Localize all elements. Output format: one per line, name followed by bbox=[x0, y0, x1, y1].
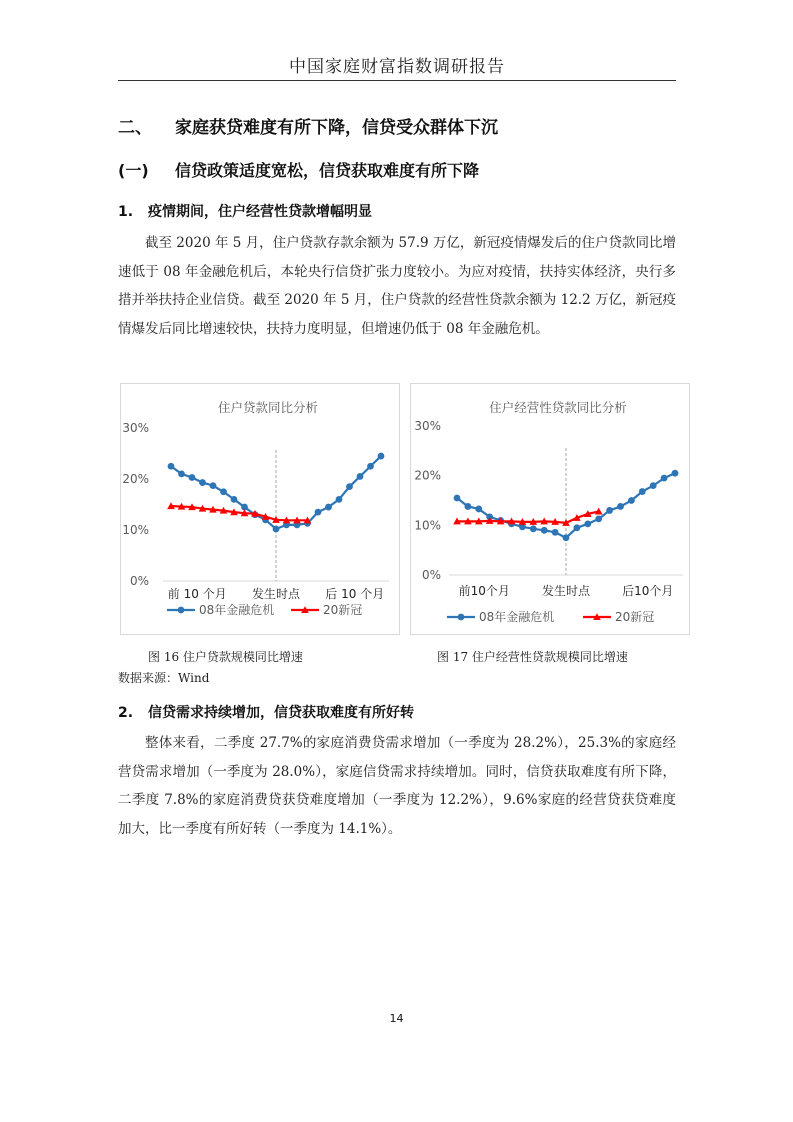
y-tick-label: 20% bbox=[414, 468, 441, 483]
data-point bbox=[475, 506, 482, 513]
data-point bbox=[346, 483, 353, 490]
item-title-2: 信贷需求持续增加，信贷获取难度有所好转 bbox=[148, 705, 414, 721]
data-point bbox=[563, 534, 570, 541]
data-point bbox=[530, 525, 537, 532]
paragraph-2: 整体来看，二季度 27.7%的家庭消费贷需求增加（一季度为 28.2%），25.3%的家庭经营贷需求增加（一季度为 28.0%），家庭信贷需求持续增加。同时，信贷获取难度有所下降，二季度 7.8%的家庭消费贷获贷难度增加（一季度为 12.2%），9.6%家庭的经营贷获贷难度加大，比一季度有所好转（一季度为 14.1%）。 bbox=[118, 735, 676, 837]
section-heading bbox=[118, 113, 498, 138]
legend-label-2008: 08年金融危机 bbox=[199, 603, 275, 617]
data-point bbox=[325, 504, 332, 511]
section-title: 家庭获贷难度有所下降，信贷受众群体下沉 bbox=[175, 118, 498, 138]
data-point bbox=[231, 496, 238, 503]
data-point bbox=[465, 503, 472, 510]
x-category-label: 发生时点 bbox=[251, 587, 301, 601]
data-point bbox=[210, 482, 217, 489]
running-header: 中国家庭财富指数调研报告 bbox=[289, 57, 505, 77]
item-heading-2 bbox=[118, 702, 414, 722]
x-category-label: 发生时点 bbox=[541, 584, 591, 598]
data-point bbox=[584, 520, 591, 527]
x-category-label: 前10个月 bbox=[458, 584, 510, 598]
legend-label-2020: 20新冠 bbox=[615, 610, 655, 624]
legend-marker-2008 bbox=[458, 614, 465, 621]
data-point bbox=[189, 474, 196, 481]
data-point bbox=[617, 503, 624, 510]
item-number-1: 1. bbox=[118, 204, 134, 220]
data-point bbox=[639, 488, 646, 495]
data-point bbox=[541, 527, 548, 534]
chart-title: 住户经营性贷款同比分析 bbox=[489, 400, 627, 415]
legend-label-2008: 08年金融危机 bbox=[479, 610, 555, 624]
y-tick-label: 0% bbox=[421, 568, 441, 582]
chart-legend bbox=[167, 602, 362, 617]
data-point bbox=[552, 529, 559, 536]
legend-marker-2008 bbox=[178, 607, 185, 614]
chart-household-loans bbox=[120, 383, 400, 635]
item-title-1: 疫情期间，住户经营性贷款增幅明显 bbox=[148, 204, 372, 220]
y-tick-label: 10% bbox=[122, 523, 149, 537]
chart-operating-loans bbox=[410, 383, 690, 635]
data-point bbox=[199, 479, 206, 486]
figure-16-caption: 图 16 住户贷款规模同比增速 bbox=[148, 650, 303, 664]
data-point bbox=[595, 515, 602, 522]
data-point bbox=[357, 473, 364, 480]
data-point bbox=[628, 497, 635, 504]
data-point bbox=[178, 471, 185, 478]
header-rule bbox=[118, 80, 676, 81]
chart-household-loans-svg bbox=[121, 384, 399, 634]
data-point bbox=[168, 463, 175, 470]
data-point bbox=[367, 463, 374, 470]
subsection-heading bbox=[118, 158, 479, 181]
data-point bbox=[606, 507, 613, 514]
y-tick-label: 30% bbox=[414, 419, 441, 433]
legend-label-2020: 20新冠 bbox=[323, 603, 363, 617]
data-point bbox=[220, 488, 227, 495]
data-point bbox=[672, 470, 679, 477]
data-point bbox=[454, 495, 461, 502]
data-point bbox=[315, 509, 322, 516]
chart-legend bbox=[447, 609, 654, 624]
x-category-label: 后10个月 bbox=[622, 584, 674, 598]
data-point bbox=[273, 526, 280, 533]
chart-operating-loans-svg bbox=[411, 384, 689, 634]
page-number: 14 bbox=[389, 1012, 404, 1025]
y-tick-label: 30% bbox=[122, 421, 149, 435]
paragraph-1: 截至 2020 年 5 月，住户贷款存款余额为 57.9 万亿，新冠疫情爆发后的住户贷款同比增速低于 08 年金融危机后，本轮央行信贷扩张力度较小。为应对疫情，扶持实体经济，央行多措并举扶持企业信贷。截至 2020 年 5 月，住户贷款的经营性贷款余额为 12.2 万亿，新冠疫情爆发后同比增速较快，扶持力度明显，但增速仍低于 08 年金融危机。 bbox=[118, 235, 676, 337]
item-heading-1 bbox=[118, 201, 372, 221]
item-number-2: 2. bbox=[118, 705, 134, 721]
y-tick-label: 10% bbox=[414, 518, 441, 533]
x-category-label: 后 10 个月 bbox=[325, 587, 385, 601]
y-tick-label: 20% bbox=[122, 472, 149, 486]
figure-17-caption: 图 17 住户经营性贷款规模同比增速 bbox=[437, 650, 628, 664]
data-point bbox=[661, 475, 668, 482]
subsection-title: 信贷政策适度宽松，信贷获取难度有所下降 bbox=[175, 161, 480, 180]
section-number: 二、 bbox=[118, 118, 152, 138]
data-point bbox=[650, 482, 657, 489]
data-source: 数据来源：Wind bbox=[118, 671, 210, 685]
x-category-label: 前 10 个月 bbox=[167, 587, 227, 601]
data-point bbox=[378, 453, 385, 460]
chart-title: 住户贷款同比分析 bbox=[217, 400, 319, 415]
data-point bbox=[336, 496, 343, 503]
y-tick-label: 0% bbox=[129, 574, 149, 588]
data-point bbox=[574, 524, 581, 531]
subsection-number: (一) bbox=[118, 161, 149, 180]
